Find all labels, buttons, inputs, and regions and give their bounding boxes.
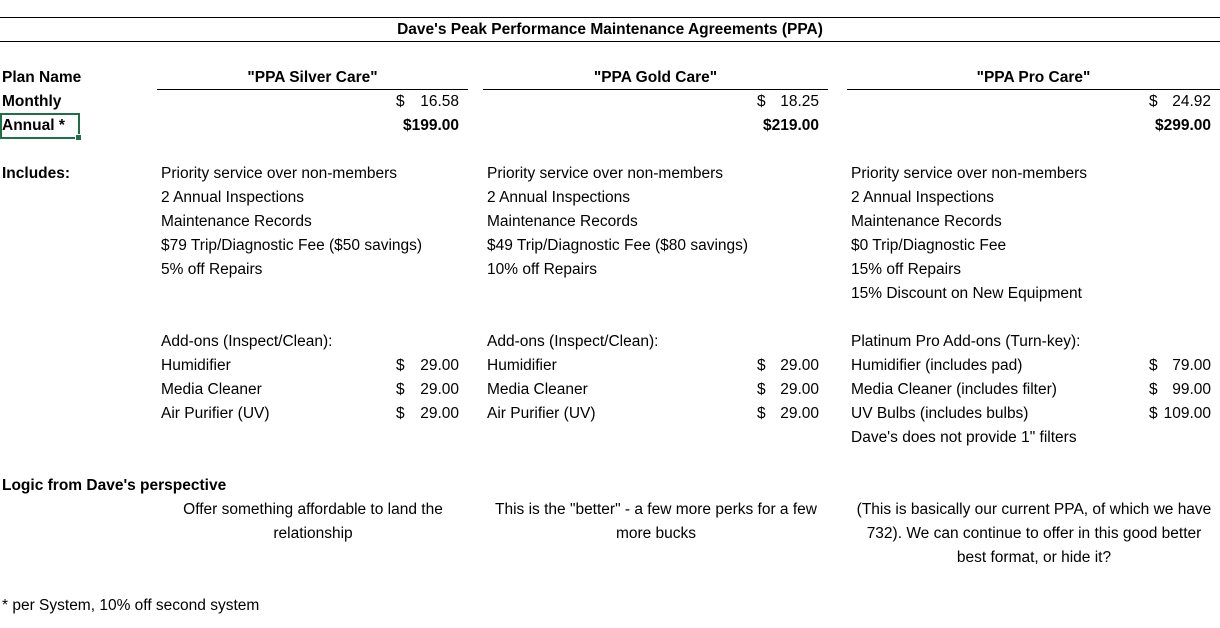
monthly-symbol-gold: $: [757, 93, 766, 110]
logic-gold: This is the "better" - a few more perks for a few more bucks: [495, 501, 817, 542]
addon-symbol: $: [757, 357, 766, 374]
addon-price: 29.00: [780, 381, 819, 398]
include-item: 2 Annual Inspections: [851, 189, 995, 206]
plan-rule-gold: [483, 89, 828, 90]
addon-name: Media Cleaner: [487, 381, 588, 398]
title-top-rule: [0, 17, 1220, 18]
addons-note-pro: Dave's does not provide 1" filters: [851, 429, 1077, 446]
addon-symbol: $: [757, 381, 766, 398]
addons-title-pro: Platinum Pro Add-ons (Turn-key):: [851, 333, 1081, 350]
addon-price: 79.00: [1172, 357, 1211, 374]
addons-title-silver: Add-ons (Inspect/Clean):: [161, 333, 333, 350]
addon-price: 29.00: [780, 405, 819, 422]
addon-symbol: $: [396, 357, 405, 374]
annual-price-silver: $199.00: [402, 117, 459, 134]
include-item: Maintenance Records: [161, 213, 312, 230]
monthly-price-pro: 24.92: [1172, 93, 1211, 110]
addon-symbol: $: [396, 405, 405, 422]
addon-name: Humidifier (includes pad): [851, 357, 1023, 374]
addon-symbol: $: [1149, 357, 1158, 374]
annual-price-pro: $299.00: [1154, 117, 1211, 134]
addon-price: 99.00: [1172, 381, 1211, 398]
footnote: * per System, 10% off second system: [2, 597, 260, 614]
include-item: Priority service over non-members: [487, 165, 724, 182]
addon-price: 29.00: [780, 357, 819, 374]
include-item: 10% off Repairs: [487, 261, 597, 278]
plan-name-gold: "PPA Gold Care": [593, 69, 718, 86]
addon-symbol: $: [396, 381, 405, 398]
include-item: Maintenance Records: [487, 213, 638, 230]
monthly-price-gold: 18.25: [780, 93, 819, 110]
addon-price: 29.00: [420, 381, 459, 398]
addon-name: UV Bulbs (includes bulbs): [851, 405, 1029, 422]
title-bottom-rule: [0, 41, 1220, 42]
include-item: Priority service over non-members: [851, 165, 1088, 182]
selected-cell[interactable]: [0, 113, 80, 139]
page-title: Dave's Peak Performance Maintenance Agreements (PPA): [397, 21, 823, 38]
addons-title-gold: Add-ons (Inspect/Clean):: [487, 333, 659, 350]
include-item: $0 Trip/Diagnostic Fee: [851, 237, 1007, 254]
addon-name: Media Cleaner: [161, 381, 262, 398]
plan-rule-silver: [157, 89, 468, 90]
monthly-symbol-pro: $: [1149, 93, 1158, 110]
logic-label: Logic from Dave's perspective: [2, 477, 227, 494]
include-item: Maintenance Records: [851, 213, 1002, 230]
addon-symbol: $: [1149, 405, 1158, 422]
plan-name-label: Plan Name: [2, 69, 82, 86]
addon-symbol: $: [757, 405, 766, 422]
addon-name: Air Purifier (UV): [161, 405, 270, 422]
addon-name: Humidifier: [487, 357, 557, 374]
addon-name: Media Cleaner (includes filter): [851, 381, 1057, 398]
addon-symbol: $: [1149, 381, 1158, 398]
plan-name-pro: "PPA Pro Care": [976, 69, 1091, 86]
addon-name: Humidifier: [161, 357, 231, 374]
include-item: $79 Trip/Diagnostic Fee ($50 savings): [161, 237, 423, 254]
include-item: 15% Discount on New Equipment: [851, 285, 1082, 302]
include-item: Priority service over non-members: [161, 165, 398, 182]
include-item: 2 Annual Inspections: [161, 189, 305, 206]
annual-price-gold: $219.00: [762, 117, 819, 134]
plan-rule-pro: [847, 89, 1220, 90]
include-item: 5% off Repairs: [161, 261, 263, 278]
logic-pro: (This is basically our current PPA, of which we have 732). We can continue to offer in this good better best format, or hide it?: [856, 501, 1212, 566]
plan-name-silver: "PPA Silver Care": [247, 69, 378, 86]
addon-name: Air Purifier (UV): [487, 405, 596, 422]
includes-label: Includes:: [2, 165, 71, 182]
logic-silver: Offer something affordable to land the relationship: [183, 501, 443, 542]
include-item: 15% off Repairs: [851, 261, 961, 278]
monthly-label: Monthly: [2, 93, 62, 110]
addon-price: 109.00: [1163, 405, 1211, 422]
addon-price: 29.00: [420, 357, 459, 374]
include-item: 2 Annual Inspections: [487, 189, 631, 206]
annual-label[interactable]: Annual *: [2, 117, 65, 134]
monthly-symbol-silver: $: [396, 93, 405, 110]
monthly-price-silver: 16.58: [420, 93, 459, 110]
include-item: $49 Trip/Diagnostic Fee ($80 savings): [487, 237, 749, 254]
addon-price: 29.00: [420, 405, 459, 422]
